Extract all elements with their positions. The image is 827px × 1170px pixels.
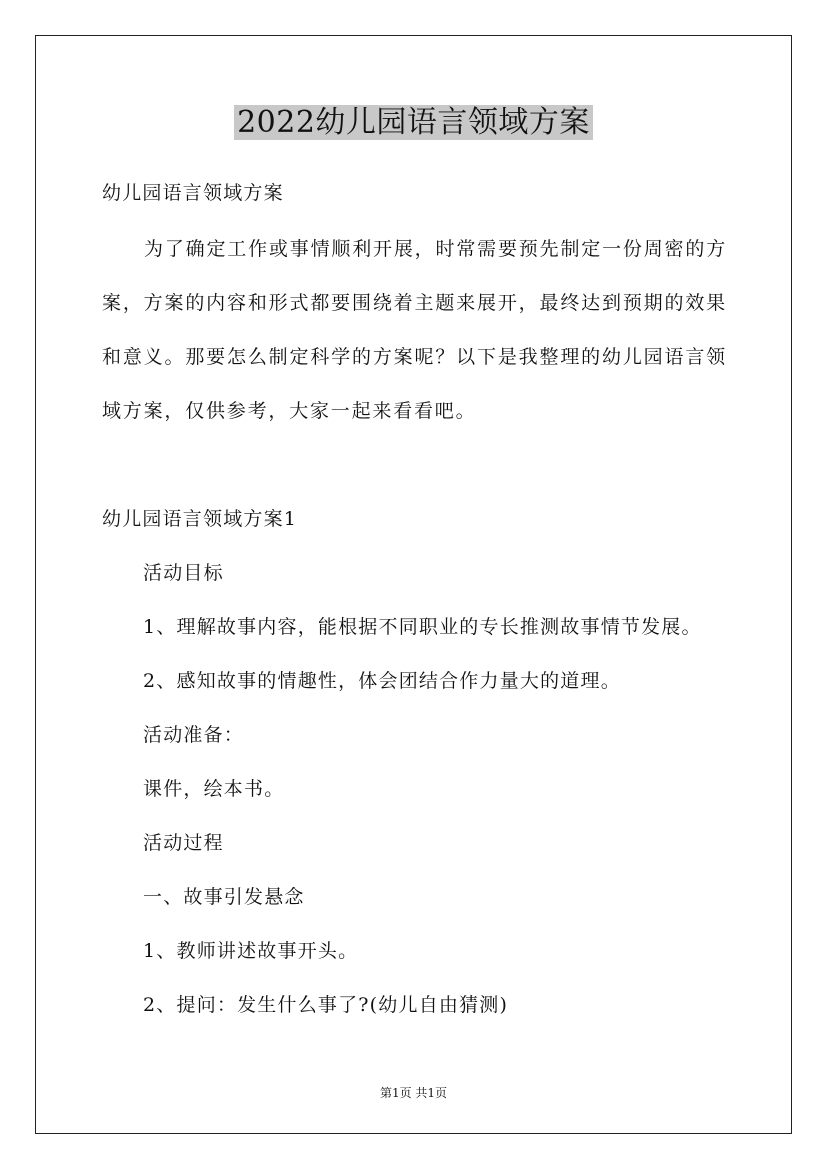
- document-title: [0, 102, 827, 143]
- prep-label: 活动准备：: [143, 724, 245, 746]
- process-label: 活动过程: [143, 832, 224, 854]
- title-text: 2022幼儿园语言领域方案: [234, 105, 593, 140]
- step-item-2: 2、提问：发生什么事了?(幼儿自由猜测): [143, 994, 509, 1016]
- goal-item-2: 2、感知故事的情趣性，体会团结合作力量大的道理。: [143, 670, 621, 692]
- prep-text: 课件，绘本书。: [143, 778, 285, 800]
- goal-item-1: 1、理解故事内容，能根据不同职业的专长推测故事情节发展。: [143, 616, 702, 638]
- intro-paragraph: 为了确定工作或事情顺利开展，时常需要预先制定一份周密的方案，方案的内容和形式都要围绕着主题来展开，最终达到预期的效果和意义。那要怎么制定科学的方案呢？以下是我整理的幼儿园语言领域方案，仅供参考，大家一起来看看吧。: [102, 238, 727, 422]
- goal-label: 活动目标: [143, 562, 224, 584]
- page-footer: 第1页 共1页: [379, 1086, 448, 1100]
- step-item-1: 1、教师讲述故事开头。: [143, 940, 359, 962]
- subtitle: 幼儿园语言领域方案: [102, 182, 284, 204]
- section-heading: 幼儿园语言领域方案1: [102, 508, 298, 530]
- step-heading: 一、故事引发悬念: [143, 886, 305, 908]
